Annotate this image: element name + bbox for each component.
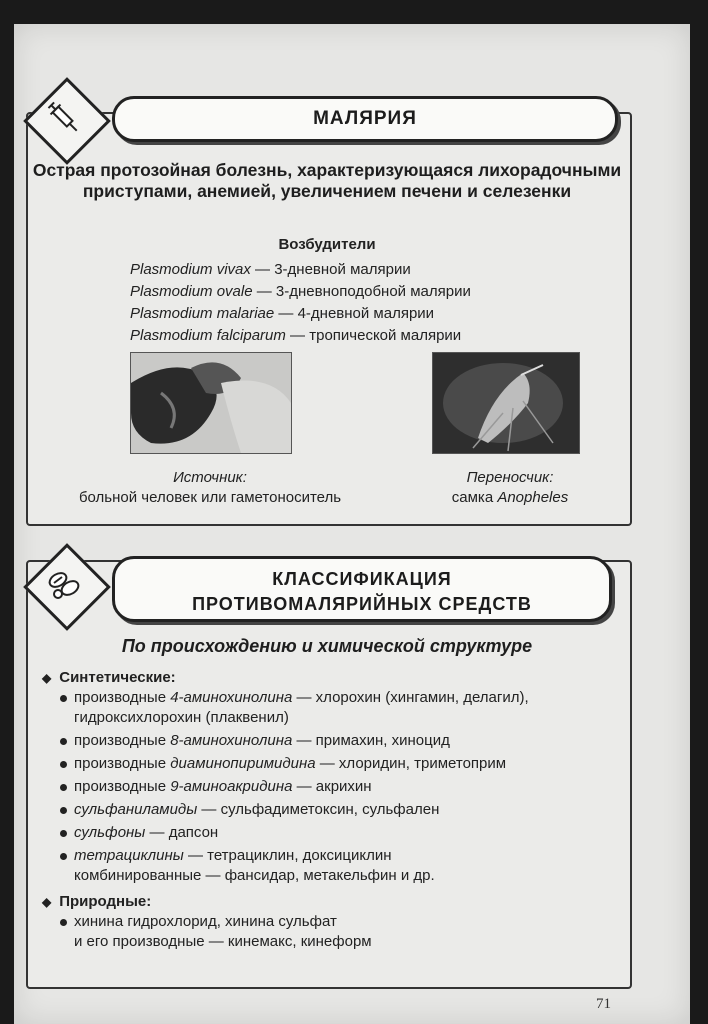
bullet-icon: [60, 853, 67, 860]
source-caption: [40, 468, 380, 508]
group-label: Синтетические:: [59, 669, 176, 686]
classification-title-banner: [112, 556, 612, 622]
malaria-title: МАЛЯРИЯ: [313, 108, 417, 129]
list-item: тетрациклины — тетрациклин, доксициклин: [60, 846, 602, 866]
bullet-icon: [60, 695, 67, 702]
patient-photo: [130, 352, 292, 454]
vector-label: Переносчик:: [466, 469, 554, 486]
malaria-definition: Острая протозойная болезнь, характеризующаяся лихорадочными приступами, анемией, увеличением печени и селезенки: [32, 160, 622, 201]
list-item: производные 4-аминохинолина — хлорохин (хингамин, делагил), гидроксихлорохин (плаквенил): [60, 688, 602, 728]
bullet-icon: [60, 807, 67, 814]
syringe-icon: [34, 88, 94, 148]
bullet-icon: [60, 830, 67, 837]
pills-icon: [34, 554, 94, 614]
pathogen-item: Plasmodium ovale — 3-дневноподобной малярии: [130, 283, 471, 300]
list-item: хинина гидрохлорид, хинина сульфат: [60, 912, 602, 932]
pathogen-item: Plasmodium vivax — 3-дневной малярии: [130, 261, 411, 278]
classification-title-line2: ПРОТИВОМАЛЯРИЙНЫХ СРЕДСТВ: [192, 594, 532, 614]
bullet-icon: [60, 919, 67, 926]
natural-items: [60, 912, 602, 952]
group-natural: [42, 892, 602, 912]
malaria-title-banner: [112, 96, 618, 142]
pathogen-list: [130, 259, 590, 347]
group-synthetic: [42, 668, 602, 688]
list-item: производные 8-аминохинолина — примахин, хиноцид: [60, 731, 602, 751]
source-text: больной человек или гаметоноситель: [78, 489, 342, 506]
list-item-continuation: и его производные — кинемакс, кинеформ: [74, 933, 372, 950]
classification-list: [42, 666, 602, 955]
vector-text: самка: [451, 489, 498, 506]
list-item: сульфоны — дапсон: [60, 823, 602, 843]
diamond-bullet-icon: ◆: [42, 671, 52, 685]
mosquito-photo: [432, 352, 580, 454]
bullet-icon: [60, 784, 67, 791]
bullet-icon: [60, 761, 67, 768]
list-item: производные диаминопиримидина — хлоридин, триметоприм: [60, 754, 602, 774]
list-item: производные 9-аминоакридина — акрихин: [60, 777, 602, 797]
classification-subtitle: По происхождению и химической структуре: [121, 636, 533, 656]
group-label: Природные:: [59, 893, 152, 910]
diamond-bullet-icon: ◆: [42, 895, 52, 909]
pathogen-item: Plasmodium falciparum — тропической малярии: [130, 327, 462, 344]
list-item-combined: комбинированные — фансидар, метакельфин и др.: [74, 867, 435, 884]
vector-caption: [420, 468, 600, 508]
pathogens-heading: Возбудители: [278, 236, 376, 253]
classification-title-line1: КЛАССИФИКАЦИЯ: [272, 569, 452, 589]
synthetic-items: [60, 688, 602, 886]
pathogen-item: Plasmodium malariae — 4-дневной малярии: [130, 305, 435, 322]
page-number: 71: [596, 996, 611, 1012]
list-item: сульфаниламиды — сульфадиметоксин, сульфален: [60, 800, 602, 820]
vector-species: Anopheles: [497, 489, 569, 506]
source-label: Источник:: [173, 469, 247, 486]
bullet-icon: [60, 738, 67, 745]
